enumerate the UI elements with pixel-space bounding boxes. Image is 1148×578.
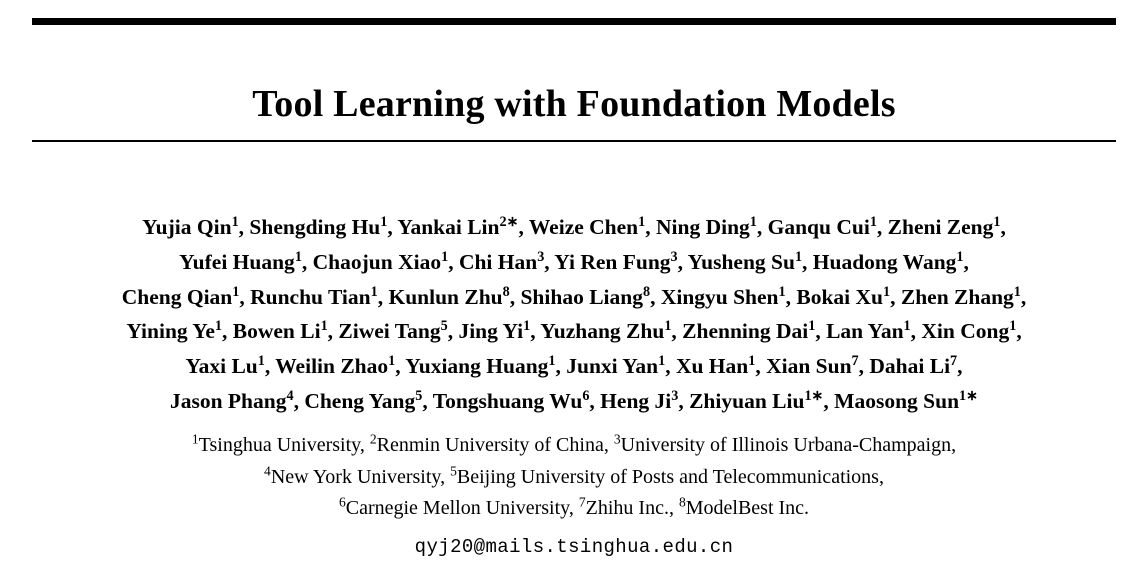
author-line: Yaxi Lu$^1$, Weilin Zhao$^1$, Yuxiang Huang$^1$, Junxi Yan$^1$, Xu Han$^1$, Xian Sun$^7$, Dahai Li$^7$, [185, 353, 963, 379]
author-affiliation-mark: 1∗ [959, 387, 979, 404]
author-affiliation-mark: 1 [664, 318, 672, 335]
author-affiliation-mark: 1 [956, 248, 964, 265]
affiliation-name: Beijing University of Posts and Telecommunications, [456, 465, 884, 488]
author-name: Cheng Qian [121, 284, 233, 309]
affiliation-name: New York University, [270, 465, 446, 488]
author-name: Yuzhang Zhu [540, 319, 665, 344]
affiliation-mark: 2 [369, 431, 377, 447]
author-name: Bokai Xu [796, 284, 884, 309]
author-affiliation-mark: 1 [1013, 283, 1021, 300]
author-name: Xian Sun [766, 354, 852, 379]
author-name: Yuxiang Huang [405, 354, 549, 379]
author-affiliation-mark: 1 [548, 353, 556, 370]
author-affiliation-mark: 8 [502, 283, 510, 300]
affiliation-name: ModelBest Inc. [685, 497, 810, 520]
author-name: Xu Han [675, 354, 749, 379]
author-affiliation-mark: 1 [638, 213, 646, 230]
affiliation-name: Carnegie Mellon University, [345, 497, 574, 520]
author-name: Zhen Zhang [900, 284, 1014, 309]
contact-email: qyj20@mails.tsinghua.edu.cn [414, 536, 734, 558]
author-name: Jing Yi [458, 319, 524, 344]
author-name: Yujia Qin [142, 215, 232, 239]
author-name: Ning Ding [655, 215, 750, 239]
author-name: Zhenning Dai [682, 319, 809, 344]
author-name: Cheng Yang [304, 389, 416, 414]
author-affiliation-mark: 7 [950, 353, 958, 370]
author-line: Cheng Qian$^1$, Runchu Tian$^1$, Kunlun Zhu$^8$, Shihao Liang$^8$, Xingyu Shen$^1$, Bokai Xu$^1$, Zhen Zhang$^1$, [121, 283, 1027, 309]
author-name: Huadong Wang [812, 249, 957, 274]
author-name: Chi Han [458, 249, 538, 274]
author-name: Yankai Lin [397, 215, 500, 239]
author-name: Yining Ye [126, 319, 215, 344]
author-name: Shengding Hu [249, 215, 381, 239]
author-name: Xin Cong [921, 319, 1010, 344]
author-line: Yining Ye$^1$, Bowen Li$^1$, Ziwei Tang$^5$, Jing Yi$^1$, Yuzhang Zhu$^1$, Zhenning Dai$^1$, Lan Yan$^1$, Xin Cong$^1$, [126, 318, 1022, 344]
author-affiliation-mark: 5 [415, 387, 423, 404]
affiliation-mark: 6 [338, 494, 346, 510]
affiliation-mark: 4 [264, 462, 271, 478]
author-affiliation-mark: 4 [286, 387, 294, 404]
affiliation-mark: 7 [578, 494, 586, 510]
author-name: Runchu Tian [250, 284, 371, 309]
author-affiliation-mark: 1 [523, 318, 531, 335]
author-affiliation-mark: 1 [778, 283, 786, 300]
top-rule [32, 18, 1116, 25]
affiliation-line [30, 462, 1118, 494]
author-affiliation-mark: 1 [1009, 318, 1017, 335]
author-affiliation-mark: 1 [883, 283, 891, 300]
author-name: Bowen Li [232, 319, 321, 344]
author-line: Yufei Huang$^1$, Chaojun Xiao$^1$, Chi Han$^3$, Yi Ren Fung$^3$, Yusheng Su$^1$, Huadong Wang$^1$, [179, 248, 969, 274]
author-affiliation-mark: 1 [320, 318, 328, 335]
author-affiliation-mark: 1 [231, 213, 239, 230]
author-affiliation-mark: 1 [388, 353, 396, 370]
author-affiliation-mark: 1 [808, 318, 816, 335]
author-name: Weize Chen [528, 215, 639, 239]
author-affiliation-mark: 3 [537, 248, 545, 265]
author-name: Zhiyuan Liu [689, 389, 805, 414]
author-name: Heng Ji [600, 389, 672, 414]
affiliation-name: Zhihu Inc., [585, 497, 674, 520]
author-list [30, 210, 1118, 419]
author-name: Yaxi Lu [185, 354, 258, 379]
page-title: Tool Learning with Foundation Models [252, 83, 896, 126]
author-affiliation-mark: 1 [869, 213, 877, 230]
author-name: Dahai Li [869, 354, 951, 379]
author-name: Yi Ren Fung [554, 249, 671, 274]
author-name: Ganqu Cui [767, 215, 870, 239]
author-name: Shihao Liang [520, 284, 643, 309]
author-affiliation-mark: 6 [582, 387, 590, 404]
author-line: Yujia Qin$^1$, Shengding Hu$^1$, Yankai Lin$^{2∗}$, Weize Chen$^1$, Ning Ding$^1$, Ganqu Cui$^1$, Zheni Zeng$^1$, [142, 213, 1006, 239]
author-affiliation-mark: 1 [794, 248, 803, 265]
author-affiliation-mark: 5 [440, 318, 448, 335]
author-affiliation-mark: 1 [380, 213, 388, 230]
author-affiliation-mark: 1∗ [804, 387, 824, 404]
author-name: Jason Phang [169, 389, 287, 414]
author-affiliation-mark: 1 [294, 248, 302, 265]
author-affiliation-mark: 1 [658, 353, 666, 370]
affiliation-name: University of Illinois Urbana-Champaign, [620, 434, 957, 456]
author-affiliation-mark: 1 [232, 283, 240, 300]
author-name: Junxi Yan [566, 354, 659, 379]
author-name: Chaojun Xiao [312, 249, 442, 274]
author-name: Tongshuang Wu [432, 389, 583, 414]
author-affiliation-mark: 3 [671, 387, 679, 404]
author-line: Jason Phang$^4$, Cheng Yang$^5$, Tongshuang Wu$^6$, Heng Ji$^3$, Zhiyuan Liu$^{1∗}$, Maosong Sun$^{1∗}$ [169, 387, 979, 414]
author-name: Weilin Zhao [275, 354, 389, 379]
affiliation-mark: 5 [450, 462, 457, 478]
author-affiliation-mark: 1 [903, 318, 911, 335]
author-affiliation-mark: 8 [642, 283, 651, 300]
author-affiliation-mark: 1 [257, 353, 265, 370]
author-name: Xingyu Shen [660, 284, 779, 309]
affiliation-mark: 3 [613, 431, 621, 447]
affiliation-line [30, 430, 1118, 462]
affiliation-mark: 1 [191, 431, 199, 447]
affiliation-name: Renmin University of China, [376, 434, 609, 456]
author-affiliation-mark: 1 [214, 318, 223, 335]
affiliation-line [30, 493, 1118, 525]
author-affiliation-mark: 2∗ [499, 213, 519, 230]
author-name: Maosong Sun [834, 389, 960, 414]
author-affiliation-mark: 3 [670, 248, 678, 265]
author-affiliation-mark: 1 [749, 213, 757, 230]
affiliation-list [30, 430, 1118, 525]
author-affiliation-mark: 1 [748, 353, 756, 370]
affiliation-name: Tsinghua University, [198, 434, 365, 456]
author-name: Lan Yan [826, 319, 904, 344]
author-name: Yusheng Su [687, 249, 795, 274]
title-divider-rule [32, 140, 1116, 142]
author-name: Kunlun Zhu [388, 284, 503, 309]
author-name: Zheni Zeng [887, 215, 994, 239]
author-affiliation-mark: 7 [851, 353, 859, 370]
author-affiliation-mark: 1 [370, 283, 378, 300]
author-name: Ziwei Tang [338, 319, 441, 344]
affiliation-mark: 8 [678, 494, 686, 510]
author-affiliation-mark: 1 [993, 213, 1001, 230]
author-name: Yufei Huang [179, 249, 295, 274]
author-affiliation-mark: 1 [441, 248, 449, 265]
